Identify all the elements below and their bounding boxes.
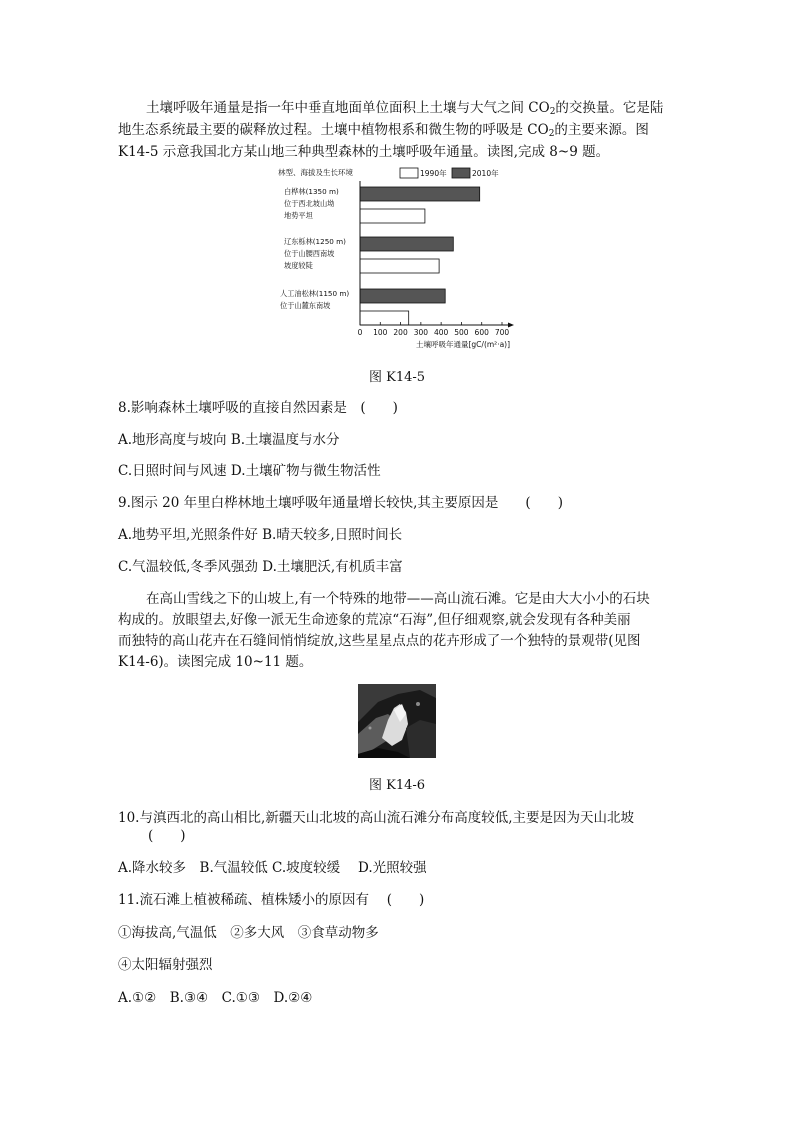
- q9-options-ab: A.地势平坦,光照条件好 B.晴天较多,日照时间长: [118, 527, 403, 543]
- bar-0-1: [360, 209, 425, 223]
- legend-swatch-1: [452, 168, 470, 178]
- x-axis-arrow: [508, 323, 514, 328]
- x-tick-label-4: 400: [433, 328, 449, 337]
- x-tick-label-1: 100: [373, 328, 388, 337]
- x-tick-label-5: 500: [454, 328, 469, 337]
- bar-2-0: [360, 289, 445, 303]
- legend-swatch-0: [400, 168, 418, 178]
- q11-items-line2: ④太阳辐射强烈: [118, 957, 213, 973]
- x-tick-label-2: 200: [393, 328, 408, 337]
- passage2-line2: 构成的。放眼望去,好像一派无生命迹象的荒凉“石海”,但仔细观察,就会发现有各种美丽: [118, 612, 631, 628]
- legend-label-0: 1990年: [420, 169, 447, 178]
- x-tick-label-0: 0: [357, 328, 363, 337]
- q8-options-cd: C.日照时间与风速 D.土壤矿物与微生物活性: [118, 463, 381, 479]
- x-tick-label-6: 600: [474, 328, 489, 337]
- legend-label-1: 2010年: [472, 169, 499, 178]
- q11-items-line1: ①海拔高,气温低 ②多大风 ③食草动物多: [118, 925, 379, 941]
- q11-options: A.①② B.③④ C.①③ D.②④: [118, 990, 313, 1006]
- bar-0-0: [360, 187, 480, 201]
- group-label-0-1: 位于西北坡山坳: [284, 199, 335, 208]
- q10-options: A.降水较多 B.气温较低 C.坡度较缓 D.光照较强: [118, 860, 427, 876]
- figure2-caption: 图 K14-6: [368, 778, 426, 793]
- group-label-1-2: 坡度较陡: [284, 261, 313, 270]
- bar-1-0: [360, 237, 453, 251]
- q9-options-cd: C.气温较低,冬季风强劲 D.土壤肥沃,有机质丰富: [118, 559, 403, 575]
- chart-header: 林型、海拔及生长环境: [278, 168, 353, 177]
- q11-stem: 11.流石滩上植被稀疏、植株矮小的原因有 ( ): [118, 892, 425, 908]
- passage1-line2: 地生态系统最主要的碳释放过程。土壤中植物根系和微生物的呼吸是 $CO_2$的主要来源。图: [118, 122, 649, 139]
- passage2-line4: K14-6)。读图完成 10~11 题。: [118, 654, 313, 670]
- group-label-2-1: 位于山麓东南坡: [280, 301, 331, 310]
- group-label-2-0: 人工油松林(1150 m): [280, 289, 350, 298]
- group-label-0-0: 白桦林(1350 m): [284, 187, 339, 196]
- passage1-line3: K14-5 示意我国北方某山地三种典型森林的土壤呼吸年通量。读图,完成 8~9 题。: [118, 144, 610, 160]
- q8-stem: 8.影响森林土壤呼吸的直接自然因素是 ( ): [118, 400, 398, 416]
- group-label-1-1: 位于山腰西南坡: [284, 249, 335, 258]
- x-axis-label: 土壤呼吸年通量[gC/(m²·a)]: [416, 340, 511, 349]
- passage1-line1: 土壤呼吸年通量是指一年中垂直地面单位面积上土壤与大气之间 $CO_2$的交换量。它是陆: [146, 100, 664, 117]
- passage2-line1: 在高山雪线之下的山坡上,有一个特殊的地带——高山流石滩。它是由大大小小的石块: [146, 591, 650, 607]
- x-tick-label-3: 300: [413, 328, 429, 337]
- x-tick-label-7: 700: [494, 328, 510, 337]
- bar-2-1: [360, 311, 409, 325]
- q8-options-ab: A.地形高度与坡向 B.土壤温度与水分: [118, 432, 340, 448]
- group-label-0-2: 地势平坦: [284, 211, 313, 220]
- figure1-caption: 图 K14-5: [368, 370, 426, 385]
- q10-stem: 10.与滇西北的高山相比,新疆天山北坡的高山流石滩分布高度较低,主要是因为天山北坡: [118, 810, 635, 826]
- q9-stem: 9.图示 20 年里白桦林地土壤呼吸年通量增长较快,其主要原因是 ( ): [118, 495, 563, 511]
- bar-1-1: [360, 259, 439, 273]
- alpine-scree-photo: [358, 684, 436, 758]
- soil-respiration-chart: [278, 165, 538, 350]
- group-label-1-0: 辽东栎林(1250 m): [284, 237, 346, 246]
- q10-paren: ( ): [148, 828, 186, 844]
- passage2-line3: 而独特的高山花卉在石缝间悄悄绽放,这些星星点点的花卉形成了一个独特的景观带(见图: [118, 633, 641, 649]
